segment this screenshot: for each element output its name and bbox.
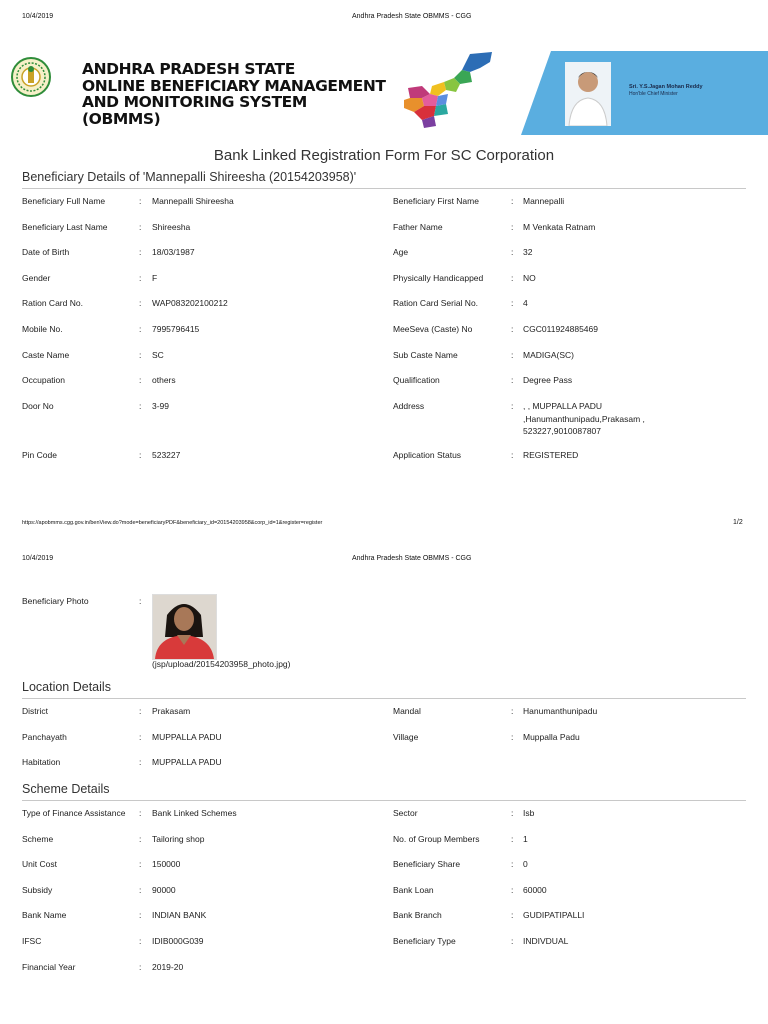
field-value: 3-99: [152, 401, 170, 411]
field-label: Habitation: [22, 757, 61, 767]
field-label: Gender: [22, 272, 51, 283]
ap-map-icon: [400, 50, 496, 130]
colon: :: [139, 324, 142, 334]
colon: :: [511, 833, 514, 844]
field-label: MeeSeva (Caste) No: [393, 324, 473, 334]
field-label: Panchayath: [22, 731, 67, 742]
field-value: Hanumanthunipadu: [523, 706, 598, 716]
field-value: GUDIPATIPALLI: [523, 910, 585, 921]
section-divider: [22, 800, 746, 801]
field-value: M Venkata Ratnam: [523, 221, 596, 232]
field-value: 18/03/1987: [152, 247, 195, 258]
field-value: F: [152, 272, 158, 283]
colon: :: [511, 298, 514, 309]
footer-url: https://apobmms.cgg.gov.in/benView.do?mode=beneficiaryPDF&beneficiary_id=20154203958&corp_id=1&register=register: [22, 520, 323, 526]
field-label: Pin Code: [22, 450, 57, 460]
colon: :: [511, 196, 514, 206]
colon: :: [139, 375, 142, 386]
colon: :: [139, 221, 142, 232]
field-value: Mannepalli Shireesha: [152, 196, 234, 206]
field-value: WAP083202100212: [152, 298, 228, 309]
photo-caption: (jsp/upload/20154203958_photo.jpg): [152, 659, 291, 669]
field-label: No. of Group Members: [393, 833, 480, 844]
field-value: Prakasam: [152, 706, 191, 716]
field-value: 7995796415: [152, 324, 200, 334]
colon: :: [511, 272, 514, 283]
print-date-page-2: 10/4/2019: [22, 555, 54, 562]
field-label: Village: [393, 731, 419, 742]
print-title-page-2: Andhra Pradesh State OBMMS - CGG: [352, 555, 472, 562]
field-label: Sub Caste Name: [393, 349, 458, 360]
field-value: 4: [523, 298, 528, 309]
colon: :: [139, 833, 142, 844]
field-label: Beneficiary Share: [393, 859, 461, 870]
field-value: 150000: [152, 859, 181, 870]
colon: :: [511, 247, 514, 258]
colon: :: [139, 884, 142, 895]
colon: :: [511, 731, 514, 742]
field-value: Isb: [523, 808, 535, 818]
field-value: INDIVDUAL: [523, 936, 569, 946]
colon: :: [139, 731, 142, 742]
field-value: Shireesha: [152, 221, 191, 232]
colon: :: [139, 910, 142, 921]
application-status-value: REGISTERED: [523, 450, 579, 460]
field-value: INDIAN BANK: [152, 910, 207, 921]
colon: :: [139, 961, 142, 972]
section-divider: [22, 188, 746, 189]
field-value: 0: [523, 859, 528, 870]
cm-name: Sri. Y.S.Jagan Mohan Reddy: [629, 84, 703, 90]
scheme-section-title: Scheme Details: [22, 782, 110, 796]
colon: :: [139, 298, 142, 309]
colon: :: [139, 196, 142, 206]
colon: :: [511, 401, 514, 411]
field-label: Bank Branch: [393, 910, 442, 921]
colon: :: [139, 596, 142, 606]
colon: :: [139, 808, 142, 818]
field-label: Physically Handicapped: [393, 272, 484, 283]
field-label: Occupation: [22, 375, 65, 386]
field-value: Tailoring shop: [152, 833, 205, 844]
field-value: Muppalla Padu: [523, 731, 580, 742]
colon: :: [511, 349, 514, 360]
field-label: Qualification: [393, 375, 440, 386]
colon: :: [139, 247, 142, 258]
field-label: District: [22, 706, 48, 716]
colon: :: [511, 221, 514, 232]
field-label: Caste Name: [22, 349, 70, 360]
field-value: IDIB000G039: [152, 936, 204, 946]
field-label: Bank Name: [22, 910, 67, 921]
colon: :: [511, 375, 514, 386]
field-label: Age: [393, 247, 409, 258]
field-label: Scheme: [22, 833, 54, 844]
header-line-1: ANDHRA PRADESH STATE: [82, 60, 295, 78]
colon: :: [139, 936, 142, 946]
header-line-3: AND MONITORING SYSTEM: [82, 93, 307, 111]
field-label: Subsidy: [22, 884, 53, 895]
beneficiary-photo: [152, 594, 217, 660]
field-label: Financial Year: [22, 961, 76, 972]
print-date: 10/4/2019: [22, 13, 54, 20]
cm-role: Hon'ble Chief Minister: [629, 91, 678, 97]
field-value: others: [152, 375, 176, 386]
field-value: Mannepalli: [523, 196, 565, 206]
colon: :: [139, 757, 142, 767]
colon: :: [511, 808, 514, 818]
location-section-title: Location Details: [22, 680, 111, 694]
field-value: SC: [152, 349, 164, 360]
colon: :: [511, 706, 514, 716]
colon: :: [139, 706, 142, 716]
colon: :: [139, 859, 142, 870]
header-line-2: ONLINE BENEFICIARY MANAGEMENT: [82, 76, 386, 95]
field-label: Beneficiary Full Name: [22, 196, 106, 206]
field-label: Beneficiary First Name: [393, 196, 479, 206]
ap-emblem-icon: [11, 57, 51, 97]
cm-portrait: [565, 62, 611, 126]
field-label: Application Status: [393, 450, 462, 460]
colon: :: [511, 910, 514, 921]
field-label: Type of Finance Assistance: [22, 808, 126, 818]
address-line-3: 523227,9010087807: [523, 426, 601, 436]
colon: :: [139, 401, 142, 411]
field-value: 1: [523, 833, 528, 844]
field-value: CGC011924885469: [523, 324, 598, 334]
field-value: 90000: [152, 884, 176, 895]
field-label: Bank Loan: [393, 884, 434, 895]
section-divider: [22, 698, 746, 699]
colon: :: [511, 884, 514, 895]
print-title: Andhra Pradesh State OBMMS - CGG: [352, 13, 472, 20]
cm-banner: [521, 51, 768, 135]
field-label: Ration Card Serial No.: [393, 298, 479, 309]
address-line-2: ,Hanumanthunipadu,Prakasam ,: [523, 413, 645, 424]
colon: :: [511, 859, 514, 870]
colon: :: [139, 272, 142, 283]
field-label: Unit Cost: [22, 859, 57, 870]
field-value: 32: [523, 247, 533, 258]
address-line-1: , , MUPPALLA PADU: [523, 401, 603, 411]
field-label: Beneficiary Type: [393, 936, 456, 946]
field-label: Address: [393, 401, 425, 411]
colon: :: [139, 349, 142, 360]
header-title: [82, 61, 386, 127]
field-label: IFSC: [22, 936, 42, 946]
field-value: Bank Linked Schemes: [152, 808, 237, 818]
field-label: Sector: [393, 808, 418, 818]
field-label: Door No: [22, 401, 54, 411]
colon: :: [511, 450, 514, 460]
form-title: Bank Linked Registration Form For SC Corporation: [213, 147, 555, 164]
field-value: 523227: [152, 450, 181, 460]
field-value: NO: [523, 272, 536, 283]
field-label: Beneficiary Photo: [22, 596, 89, 606]
field-label: Ration Card No.: [22, 298, 83, 309]
field-label: Father Name: [393, 221, 443, 232]
field-value: 60000: [523, 884, 547, 895]
field-label: Mandal: [393, 706, 421, 716]
field-label: Date of Birth: [22, 247, 70, 258]
field-value: 2019-20: [152, 961, 184, 972]
field-label: Mobile No.: [22, 324, 63, 334]
field-value: MUPPALLA PADU: [152, 757, 222, 767]
field-value: Degree Pass: [523, 375, 573, 386]
beneficiary-section-title: Beneficiary Details of 'Mannepalli Shireesha (20154203958)': [22, 170, 357, 184]
header-line-4: (OBMMS): [82, 109, 161, 128]
field-value: MADIGA(SC): [523, 349, 574, 360]
colon: :: [511, 936, 514, 946]
footer-page-number: 1/2: [733, 519, 743, 526]
colon: :: [511, 324, 514, 334]
field-label: Beneficiary Last Name: [22, 221, 108, 232]
colon: :: [139, 450, 142, 460]
field-value: MUPPALLA PADU: [152, 731, 222, 742]
